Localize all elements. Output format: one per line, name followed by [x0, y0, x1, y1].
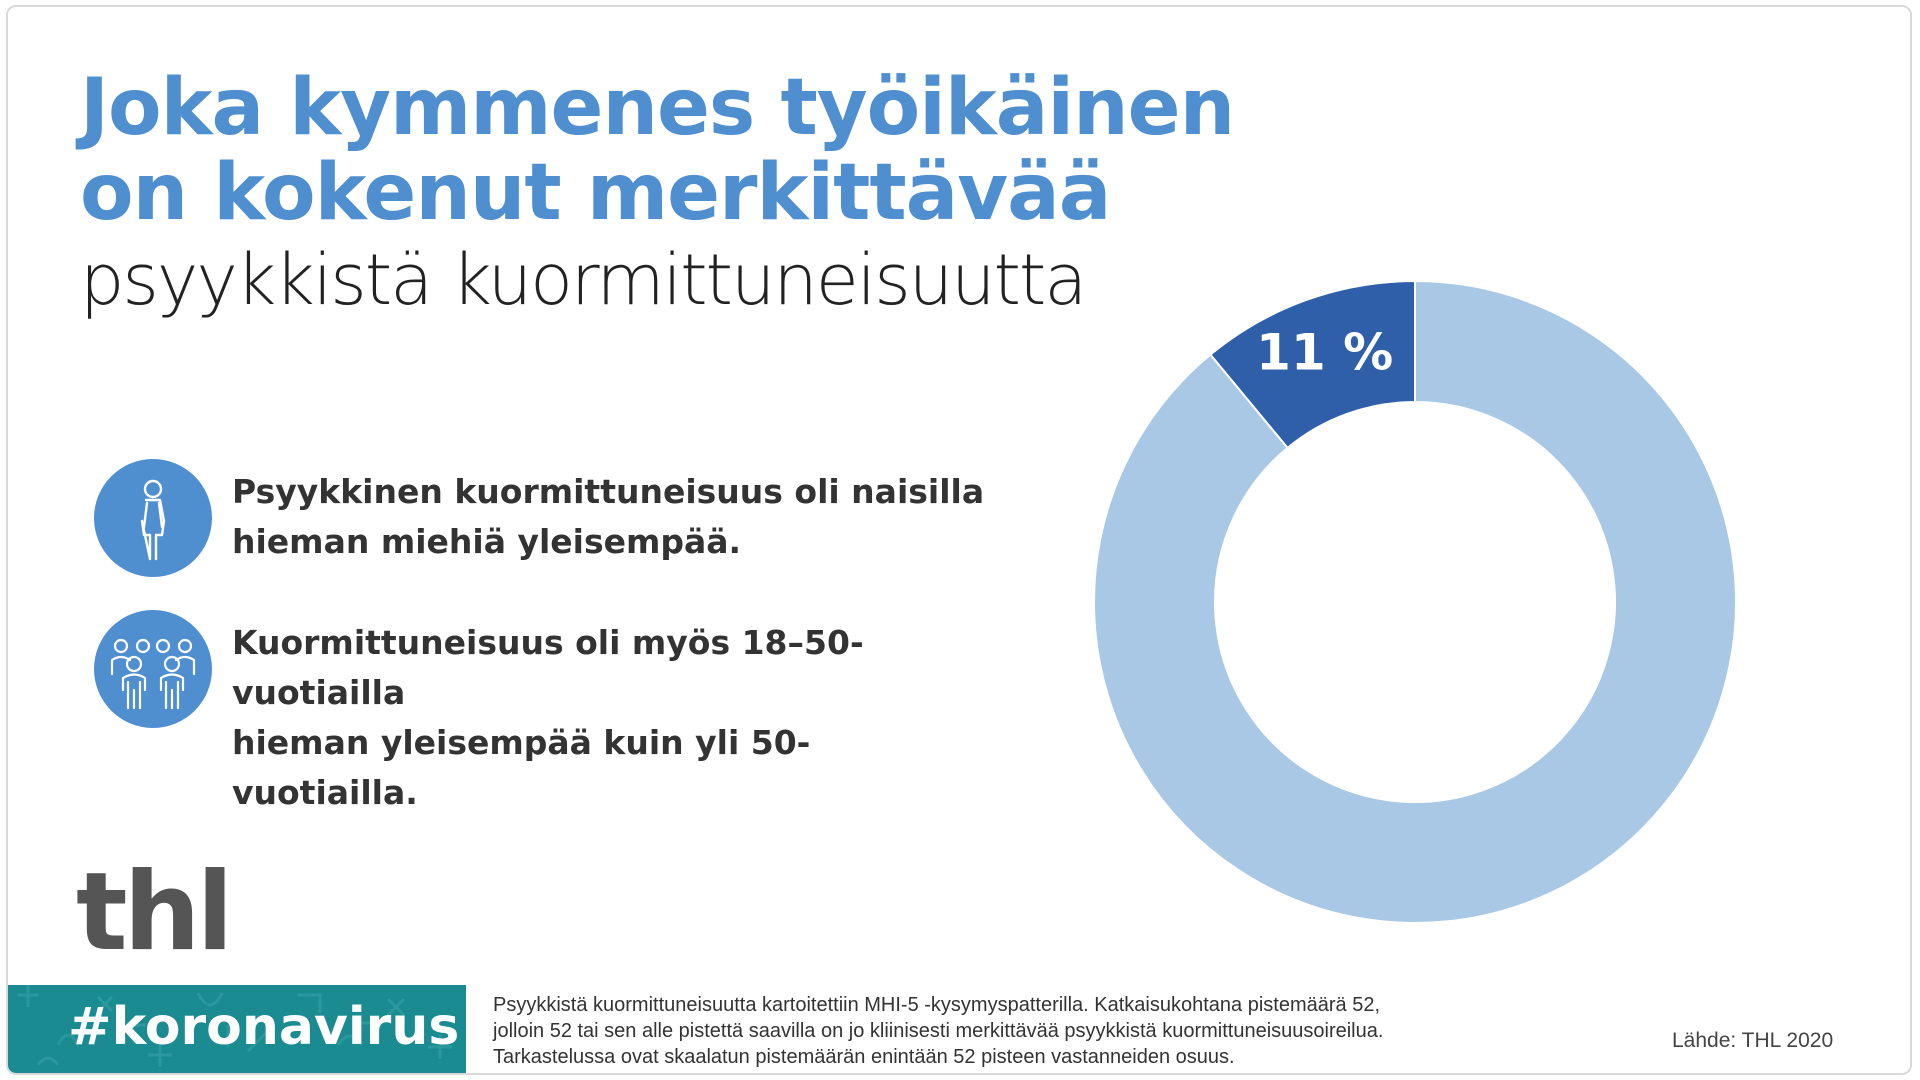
title-line-2: on kokenut merkittävää [80, 148, 1111, 238]
fact-age-groups-line-1: Kuormittuneisuus oli myös 18–50-vuotiailla [232, 623, 864, 712]
hashtag-text: #koronavirus [68, 997, 460, 1057]
woman-icon [94, 459, 212, 577]
fact-age-groups-line-2: hieman yleisempää kuin yli 50-vuotiailla. [232, 723, 811, 812]
donut-chart [1092, 279, 1738, 925]
donut-slice-label: 11 % [1256, 323, 1394, 382]
hashtag-banner [8, 985, 466, 1075]
footnote-line-2: jolloin 52 tai sen alle pistettä saavilla on jo kliinisesti merkittävää psyykkistä kuormittuneisuusoireilua. [493, 1020, 1384, 1042]
fact-age-groups-text [232, 618, 992, 818]
footnote-line-3: Tarkastelussa ovat skaalatun pistemäärän enintään 52 pisteen vastanneiden osuus. [493, 1046, 1235, 1068]
thl-logo: thl [76, 850, 230, 975]
methodology-footnote [493, 992, 1673, 1070]
fact-women [94, 459, 985, 583]
donut-slice-1 [1094, 281, 1736, 923]
source-credit: Lähde: THL 2020 [1672, 1029, 1834, 1052]
fact-women-line-1: Psyykkinen kuormittuneisuus oli naisilla [232, 472, 985, 511]
subtitle: psyykkistä kuormittuneisuutta [80, 239, 1086, 321]
footnote-line-1: Psyykkistä kuormittuneisuutta kartoitettiin MHI-5 -kysymyspatterilla. Katkaisukohtana pistemäärä 52, [493, 994, 1381, 1016]
fact-age-groups [94, 610, 974, 812]
fact-women-text [232, 467, 992, 567]
title-line-1: Joka kymmenes työikäinen [80, 63, 1235, 153]
group-of-people-icon [94, 610, 212, 728]
fact-women-line-2: hieman miehiä yleisempää. [232, 522, 742, 561]
infographic-card [6, 5, 1912, 1075]
